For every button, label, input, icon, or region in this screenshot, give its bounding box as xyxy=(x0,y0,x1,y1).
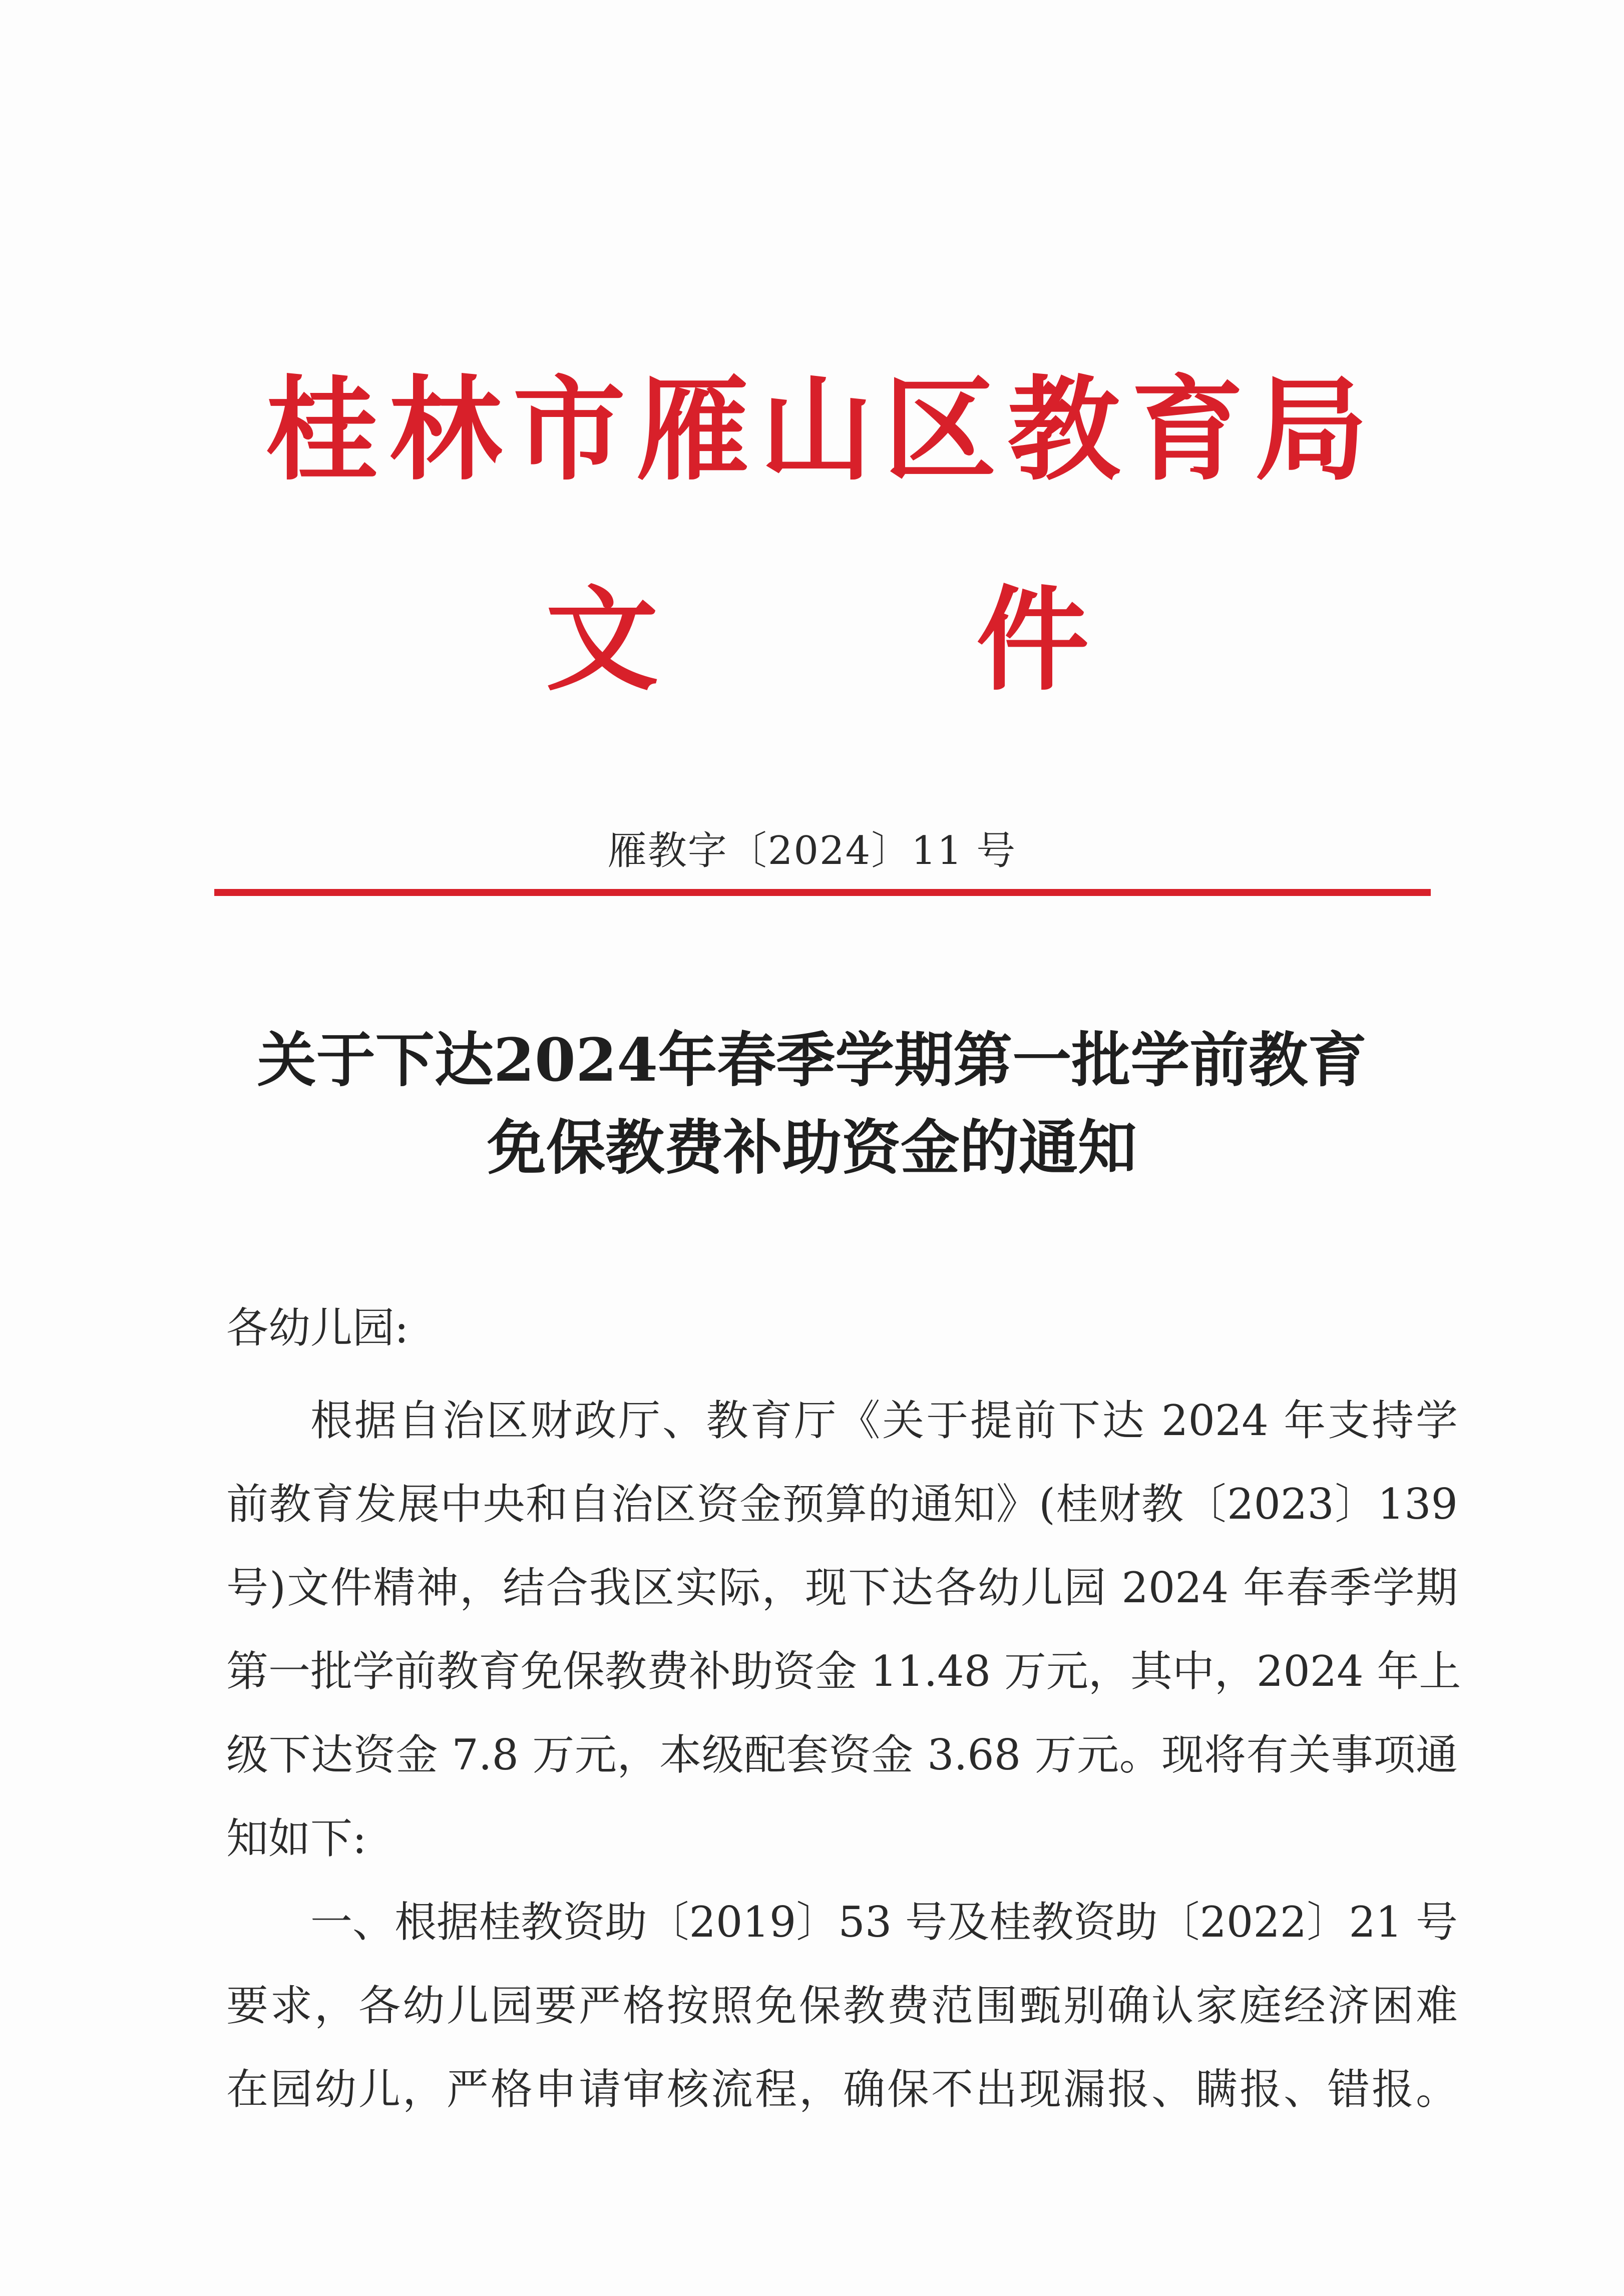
issuer-heading: 桂林市雁山区教育局 xyxy=(265,365,1379,496)
document-label-char-2: 件 xyxy=(976,575,1089,706)
document-label-char-1: 文 xyxy=(546,575,658,706)
document-number: 雁教字〔2024〕11 号 xyxy=(607,828,1017,873)
paragraph-1-line: 根据自治区财政厅、教育厅《关于提前下达 2024 年支持学 xyxy=(310,1396,1458,1445)
paragraph-1-line: 级下达资金 7.8 万元，本级配套资金 3.68 万元。现将有关事项通 xyxy=(226,1730,1458,1779)
paragraph-2-line: 一、根据桂教资助〔2019〕53 号及桂教资助〔2022〕21 号 xyxy=(310,1898,1458,1947)
paragraph-1-line: 前教育发展中央和自治区资金预算的通知》(桂财教〔2023〕139 xyxy=(226,1480,1458,1529)
paragraph-1-line: 第一批学前教育免保教费补助资金 11.48 万元，其中，2024 年上 xyxy=(226,1647,1461,1696)
title-line-2: 免保教费补助资金的通知 xyxy=(487,1113,1137,1182)
salutation: 各幼儿园: xyxy=(226,1303,409,1352)
paragraph-2-line: 在园幼儿，严格申请审核流程，确保不出现漏报、瞒报、错报。 xyxy=(226,2065,1458,2114)
document-title xyxy=(0,1016,1624,1191)
paragraph-2-line: 要求，各幼儿园要严格按照免保教费范围甄别确认家庭经济困难 xyxy=(226,1981,1458,2030)
title-line-1: 关于下达2024年春季学期第一批学前教育 xyxy=(257,1025,1367,1095)
red-divider-line xyxy=(214,889,1431,896)
paragraph-1-line: 知如下: xyxy=(226,1814,367,1863)
body-text xyxy=(226,1379,1461,2131)
paragraph-1-line: 号)文件精神，结合我区实际，现下达各幼儿园 2024 年春季学期 xyxy=(226,1563,1458,1612)
